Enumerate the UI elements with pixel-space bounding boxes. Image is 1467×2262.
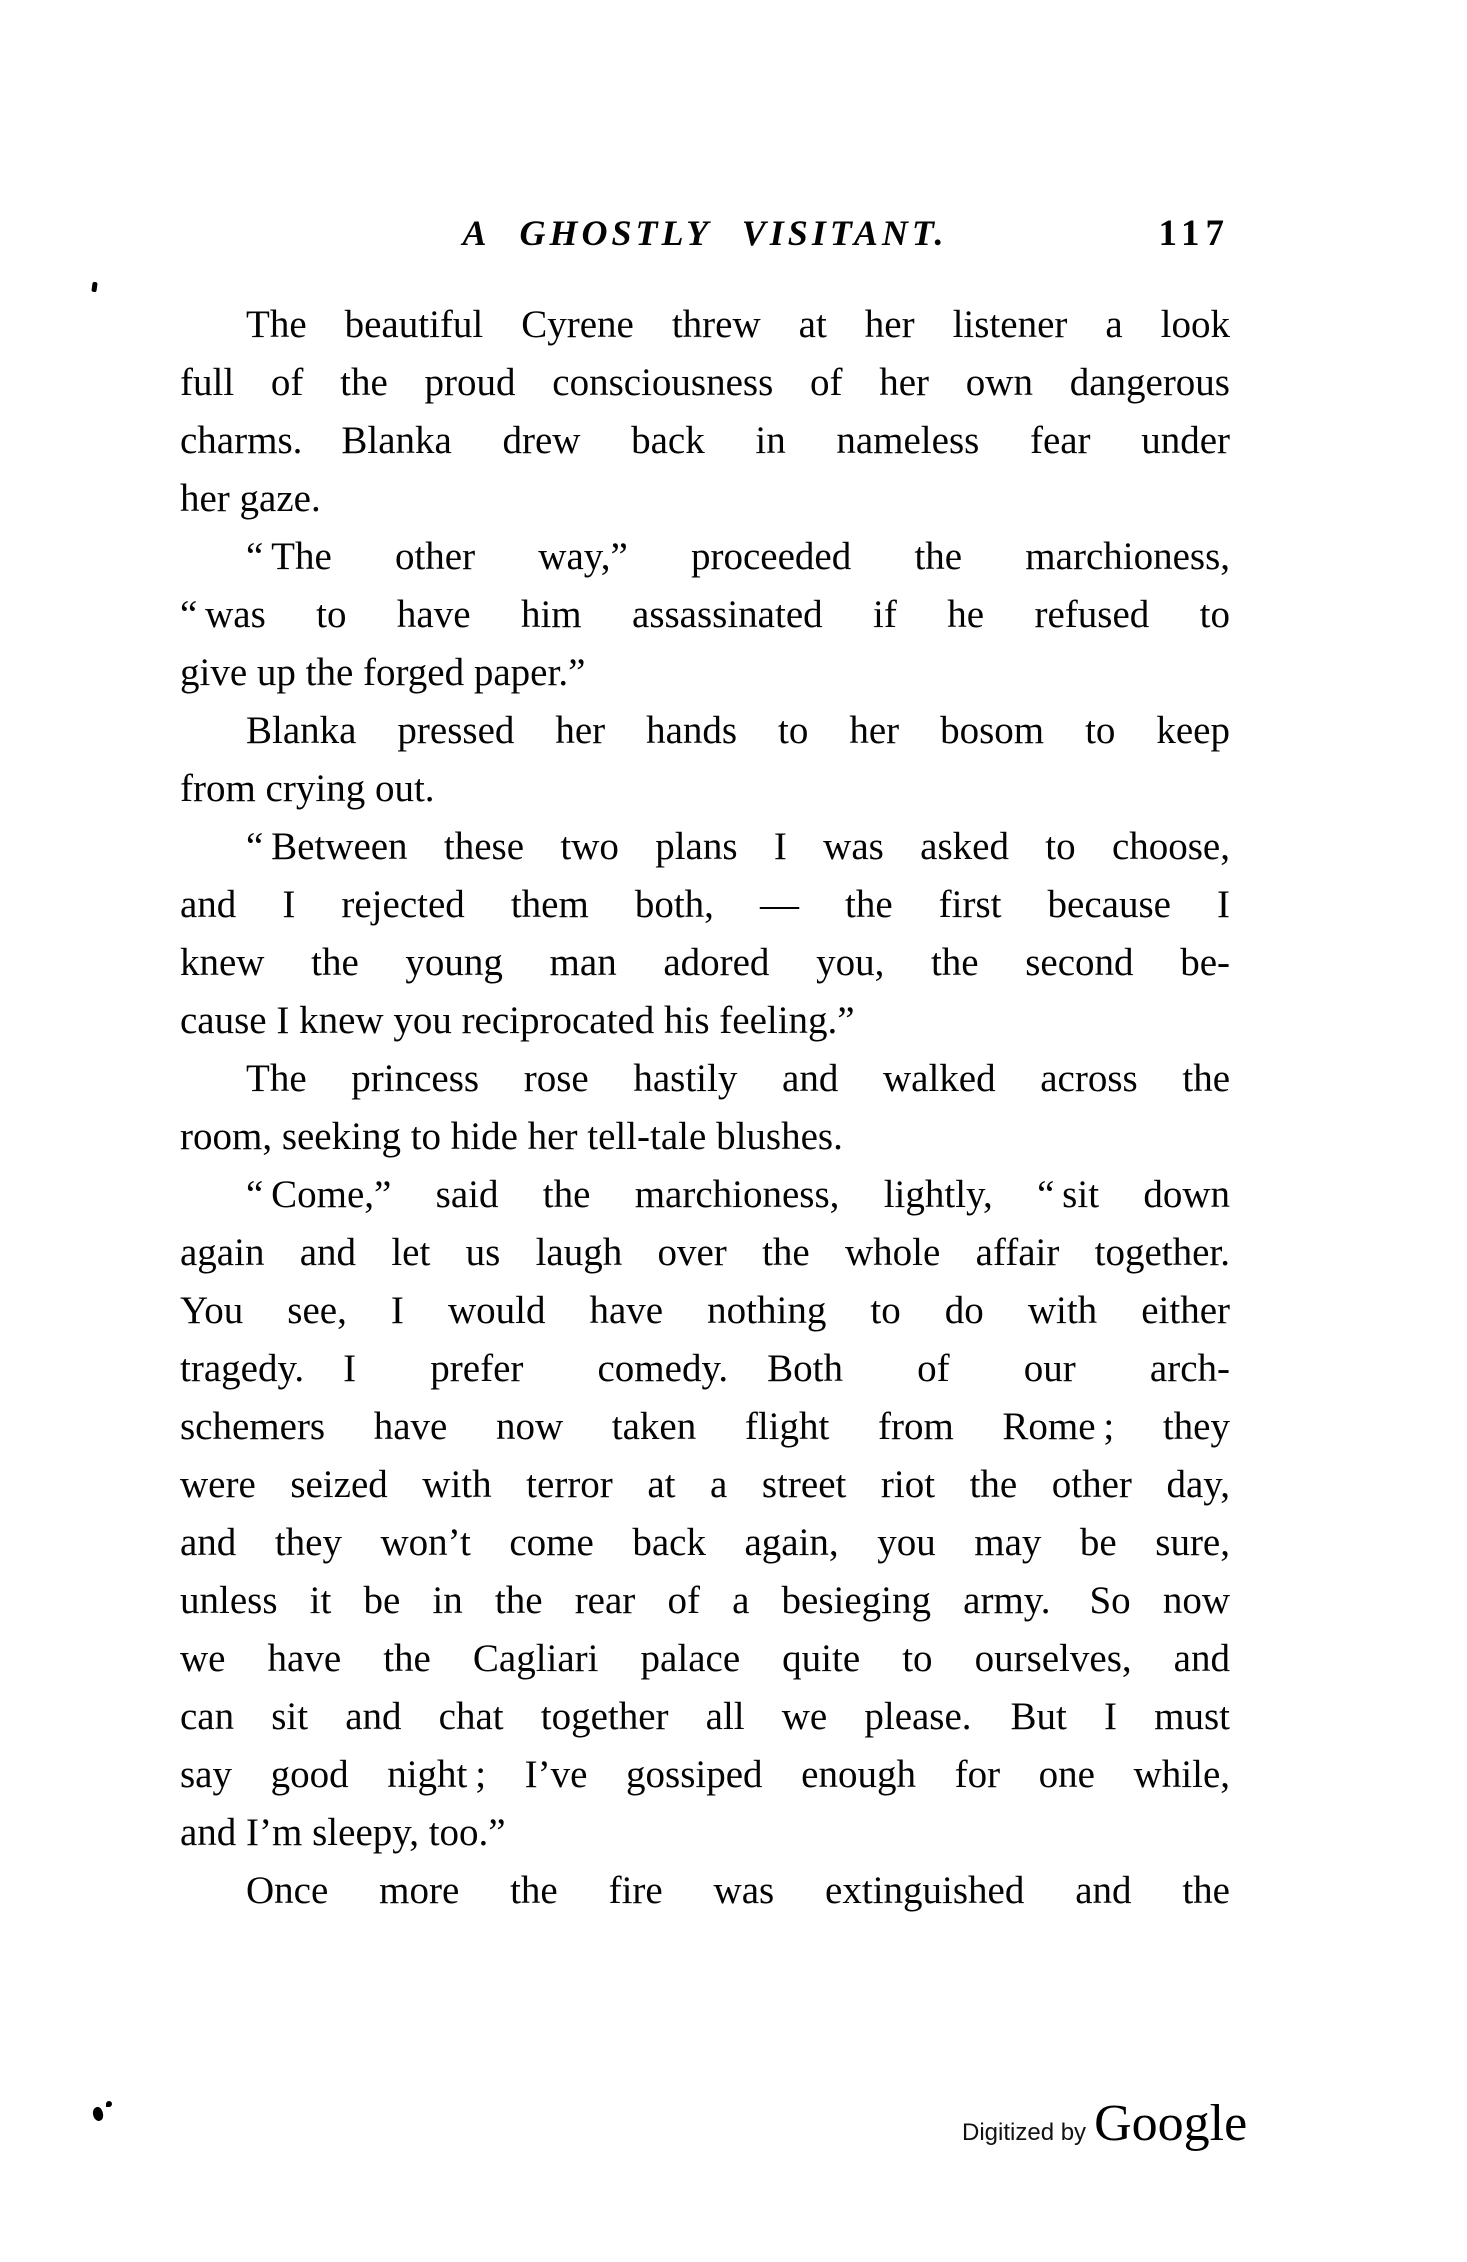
paragraph [180, 528, 1230, 702]
running-head-title: A GHOSTLY VISITANT. [462, 213, 948, 253]
text-line: Blanka pressed her hands to her bosom to keep [246, 709, 1230, 752]
text-line: You see, I would have nothing to do with either [180, 1289, 1230, 1332]
text-line: and I’m sleepy, too.” [180, 1811, 506, 1854]
digitization-credit [962, 2094, 1247, 2153]
text-line: and I rejected them both, — the first because I [180, 883, 1230, 926]
text-line: “ The other way,” proceeded the marchioness, [246, 535, 1230, 578]
paragraph [180, 296, 1230, 528]
text-line: can sit and chat together all we please. But I must [180, 1695, 1230, 1738]
paragraph [180, 818, 1230, 1050]
text-line: room, seeking to hide her tell-tale blushes. [180, 1115, 843, 1158]
text-line: we have the Cagliari palace quite to ourselves, and [180, 1637, 1230, 1680]
page-number: 117 [1158, 213, 1230, 254]
paragraph [180, 702, 1230, 818]
text-line: cause I knew you reciprocated his feeling.” [180, 999, 855, 1042]
text-line: “ Between these two plans I was asked to choose, [246, 825, 1230, 868]
paragraph [180, 1050, 1230, 1166]
page-header [180, 212, 1230, 258]
text-line: knew the young man adored you, the second be- [180, 941, 1230, 984]
text-line: her gaze. [180, 477, 321, 520]
text-line: from crying out. [180, 767, 435, 810]
text-line: again and let us laugh over the whole affair together. [180, 1231, 1230, 1274]
ink-speck [91, 282, 97, 293]
text-line: full of the proud consciousness of her own dangerous [180, 361, 1230, 404]
text-line: schemers have now taken flight from Rome ; they [180, 1405, 1230, 1448]
text-line: Once more the fire was extinguished and the [246, 1869, 1230, 1912]
digitized-by-label: Digitized by [962, 2119, 1087, 2146]
text-line: say good night ; I’ve gossiped enough for one while, [180, 1753, 1230, 1796]
text-line: “ Come,” said the marchioness, lightly, “ sit down [246, 1173, 1230, 1216]
text-line: were seized with terror at a street riot the other day, [180, 1463, 1230, 1506]
text-line: and they won’t come back again, you may be sure, [180, 1521, 1230, 1564]
ink-speck [106, 2101, 112, 2107]
text-line: The beautiful Cyrene threw at her listener a look [246, 303, 1230, 346]
text-line: tragedy. I prefer comedy. Both of our arch- [180, 1347, 1230, 1390]
text-line: charms. Blanka drew back in nameless fear under [180, 419, 1230, 462]
text-line: The princess rose hastily and walked across the [246, 1057, 1230, 1100]
text-line: unless it be in the rear of a besieging army. So now [180, 1579, 1230, 1622]
google-logo: Google [1094, 2095, 1248, 2152]
paragraph [180, 1862, 1230, 1920]
paragraph [180, 1166, 1230, 1862]
ink-speck [91, 2106, 105, 2122]
text-line: “ was to have him assassinated if he refused to [180, 593, 1230, 636]
text-line: give up the forged paper.” [180, 651, 586, 694]
text-block [180, 296, 1230, 1920]
